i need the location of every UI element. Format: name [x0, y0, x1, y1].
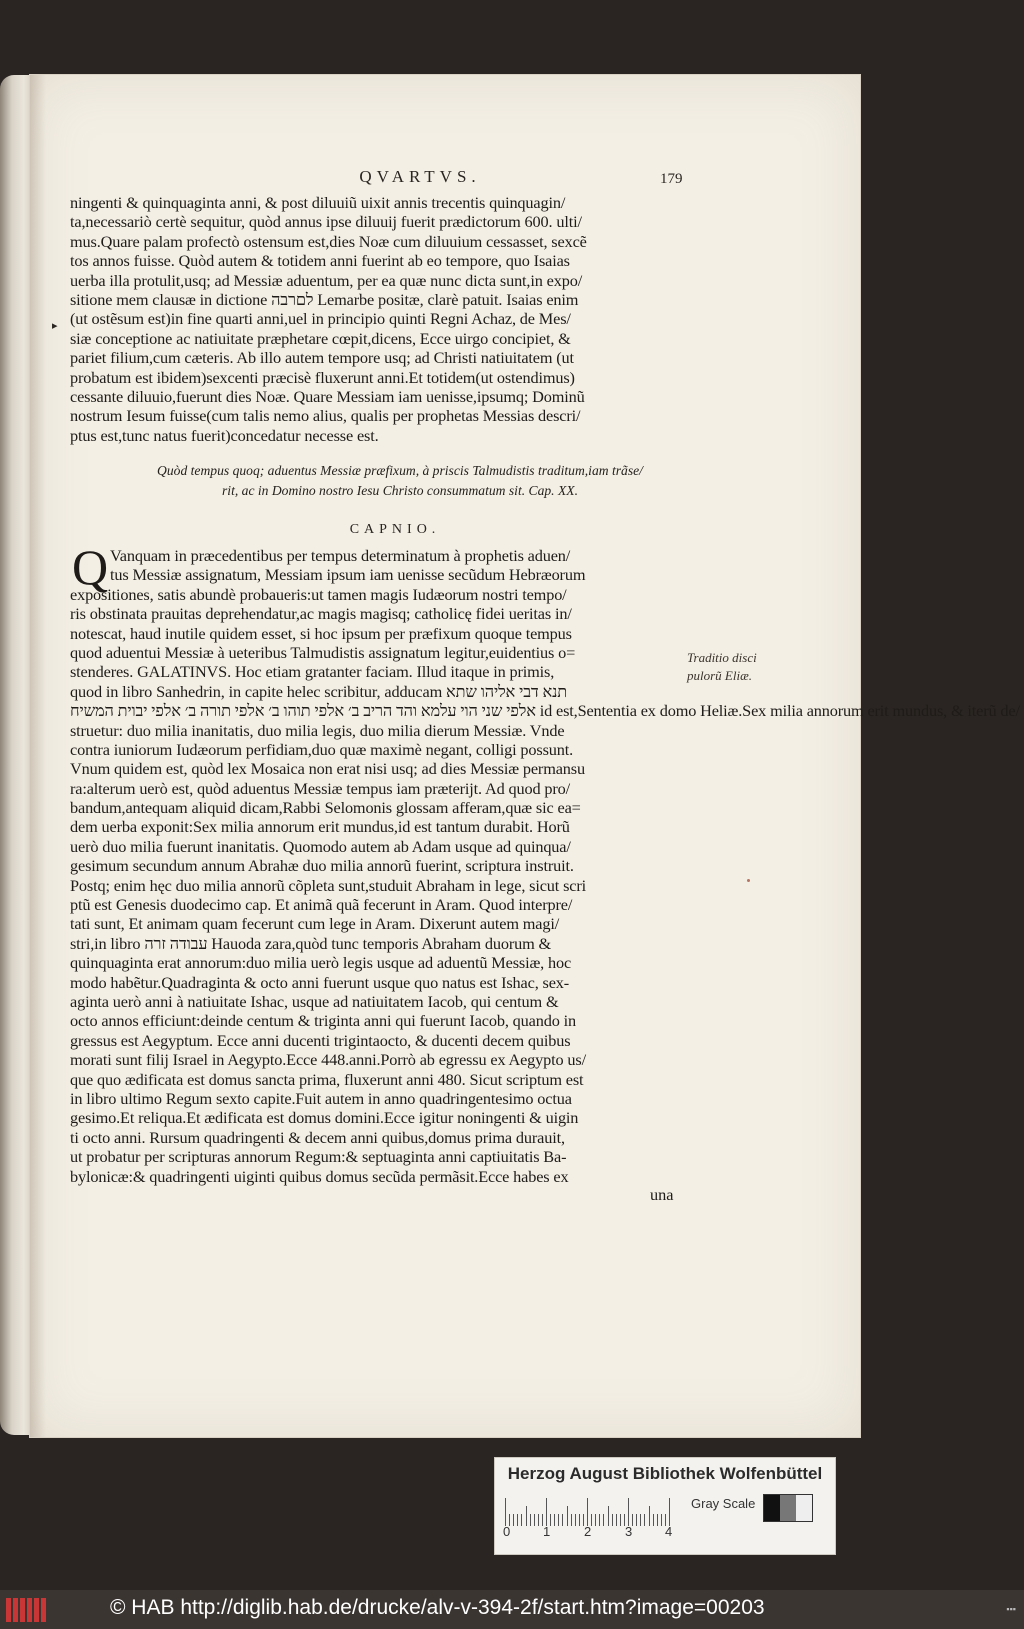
- speaker-label-capnio: CAPNIO.: [349, 522, 441, 537]
- ruler-tick: [579, 1514, 580, 1526]
- chapter-heading-line: rit, ac in Domino nostro Iesu Christo consummatum sit. Cap. XX.: [222, 483, 578, 498]
- footer-bar: [0, 1590, 1024, 1629]
- text-line: ut probatur per scripturas annorum Regum:& septuaginta anni captiuitatis Ba-: [70, 1147, 567, 1167]
- text-line: gesimo.Et reliqua.Et ædificata est domus domini.Ecce igitur noningenti & uigin: [70, 1108, 579, 1128]
- ruler-tick: [599, 1514, 600, 1526]
- ruler-tick: [612, 1514, 613, 1526]
- text-line: in libro ultimo Regum sexto capite.Fuit autem in anno quadringentesimo octua: [70, 1088, 572, 1108]
- text-line: quod aduentui Messiæ à ueteribus Talmudistis assignatum legitur,euidentius o=: [70, 642, 576, 662]
- text-line: ra:alterum uerò est, quòd aduentus Messiæ tempus iam præterijt. Ad quod pro/: [70, 778, 571, 798]
- ink-spot: [747, 879, 750, 882]
- scale-ruler: [505, 1492, 675, 1526]
- ruler-tick: [608, 1506, 609, 1526]
- text-line: tos annos fuisse. Quòd autem & totidem anni fuerint ab eo tempore, quo Isaias: [70, 251, 570, 271]
- ruler-tick: [616, 1514, 617, 1526]
- ruler-tick: [661, 1514, 662, 1526]
- text-line: que quo ædificata est domus sancta prima, fluxerunt anni 480. Sicut scriptum est: [70, 1069, 584, 1089]
- ruler-tick: [657, 1514, 658, 1526]
- ruler-tick: [546, 1498, 547, 1526]
- text-line: probatum est ibidem)sexcenti præcisè fluxerunt anni.Et totidem(ut ostendimus): [70, 367, 575, 387]
- text-line: aginta uerò anni à natiuitate Ishac, usque ad natiuitatem Iacob, qui centum &: [70, 991, 559, 1011]
- book-page: [30, 75, 1020, 1437]
- text-line: ti octo anni. Rursum quadringenti & decem anni quibus,domus prima durauit,: [70, 1127, 565, 1147]
- text-line: bandum,antequam aliquid dicam,Rabbi Selomonis glossam afferam,quæ sic ea=: [70, 798, 581, 818]
- ruler-tick: [538, 1514, 539, 1526]
- text-line: modo habẽtur.Quadraginta & octo anni fuerunt usque quo natus est Ishac, sex-: [70, 972, 570, 992]
- margin-note-line: pulorũ Eliæ.: [687, 668, 753, 683]
- ruler-tick: [620, 1514, 621, 1526]
- text-line: bylonicæ:& quadringenti uiginti quibus domus secũda permãsit.Ecce habes ex: [70, 1166, 569, 1186]
- text-line: tus Messiæ assignatum, Messiam ipsum iam uenisse secũdum Hebræorum: [110, 565, 586, 585]
- text-line: Vanquam in præcedentibus per tempus determinatum à prophetis aduen/: [110, 546, 571, 565]
- text-line: morati sunt filij Israel in Aegypto.Ecce 448.anni.Porrò ab egressu ex Aegypto us/: [70, 1050, 586, 1070]
- text-line: (ut ostẽsum est)in fine quarti anni,uel in principio quinti Regni Achaz, de Mes/: [70, 309, 571, 329]
- text-line: nostrum Iesum fuisse(cum talis nemo alius, qualis per prophetas Messias descri/: [70, 406, 581, 426]
- text-line: mus.Quare palam profectò ostensum est,dies Noæ cum diluuium cessasset, sexcẽ: [70, 231, 587, 251]
- previous-page-edge: [0, 75, 34, 1435]
- text-line: ta,necessariò certè sequitur, quòd annus ipse diluuij fuerit prædictorum 600. ulti/: [70, 212, 582, 232]
- text-line: ptũ est Genesis duodecimo cap. Et animã quã fecerunt in Aram. Quod interpre/: [70, 895, 573, 915]
- margin-pointer-icon: ▸: [52, 320, 58, 332]
- ruler-label: 0: [503, 1524, 511, 1539]
- page-gutter-shadow: [30, 75, 46, 1437]
- text-block-1: [70, 193, 710, 445]
- ruler-tick: [591, 1514, 592, 1526]
- ruler-label: 1: [543, 1524, 551, 1539]
- text-line: ris obstinata prauitas deprehendatur,ac magis magisq; catholicę fidei ueritas in/: [70, 604, 572, 624]
- margin-note: [687, 649, 779, 685]
- text-line: cessante diluuio,fuerunt dies Noæ. Quare Messiam iam uenisse,ipsumq; Dominũ: [70, 386, 585, 406]
- chapter-heading: [120, 461, 680, 501]
- ruler-label: 3: [625, 1524, 633, 1539]
- ruler-tick: [575, 1514, 576, 1526]
- text-line: אלפי שני הוי עלמא והד הריב ב׳ אלפי תוהו ב׳ אלפי תורה ב׳ אלפי יבוית המשיח id est,Sententia ex domo Heliæ.Sex milia annorum erit mundus, & iterũ de/: [70, 701, 1020, 721]
- text-line: stri,in libro עבודה זרה Hauoda zara,quòd tunc temporis Abraham duorum &: [70, 933, 552, 953]
- ruler-tick: [632, 1514, 633, 1526]
- catch-word: una: [650, 1185, 674, 1204]
- running-head: QVARTVS.: [359, 167, 481, 186]
- ruler-tick: [567, 1506, 568, 1526]
- text-line: gressus est Aegyptum. Ecce anni ducenti trigintaocto, & ducenti decem quibus: [70, 1030, 571, 1050]
- text-line: tati sunt, Et animam quam fecerunt cum lege in Aram. Dixerunt autem magi/: [70, 914, 560, 934]
- text-line: struetur: duo milia inanitatis, duo milia legis, duo milia dierum Messiæ. Vnde: [70, 720, 565, 740]
- text-line: uerba illa protulit,usq; ad Messiæ aduentum, per ea quæ nunc dicta sunt,in expo/: [70, 270, 583, 290]
- footer-small-mark: ▪▪▪: [1006, 1604, 1016, 1614]
- ruler-tick: [640, 1514, 641, 1526]
- ruler-tick: [521, 1514, 522, 1526]
- ruler-tick: [628, 1498, 629, 1526]
- text-line: pariet filium,cum cæteris. Ab illo autem tempore usq; ad Christi natiuitatem (ut: [70, 348, 574, 368]
- gray-scale-swatch: [763, 1494, 813, 1522]
- ruler-label: 4: [665, 1524, 673, 1539]
- margin-note-line: Traditio disci: [687, 650, 757, 665]
- text-line: sitione mem clausæ in dictione לםרבה Lemarbe positæ, clarè patuit. Isaias enim: [70, 289, 579, 309]
- color-target-card: [494, 1457, 836, 1555]
- ruler-tick: [513, 1514, 514, 1526]
- ruler-tick: [653, 1514, 654, 1526]
- text-line: quinquaginta erat annorum:duo milia uerò legis usque ad aduentũ Messiæ, hoc: [70, 953, 572, 973]
- text-line: siæ conceptione ac natiuitate præphetare cœpit,dicens, Ecce uirgo concipiet, &: [70, 328, 571, 348]
- ruler-tick: [534, 1514, 535, 1526]
- text-line: uerò duo milia fuerunt inanitatis. Quomodo autem ab Adam usque ad quinqua/: [70, 836, 571, 856]
- page-number: 179: [660, 171, 683, 187]
- chapter-heading-line: Quòd tempus quoq; aduentus Messiæ præfixum, à priscis Talmudistis traditum,iam trãse/: [157, 463, 643, 478]
- drop-cap: Q: [72, 539, 109, 595]
- text-line: gesimum secundum annum Abrahæ duo milia annorũ fuerint, scriptura instruit.: [70, 856, 574, 876]
- ruler-tick: [526, 1506, 527, 1526]
- ruler-tick: [669, 1498, 670, 1526]
- ruler-tick: [562, 1514, 563, 1526]
- text-line: quod in libro Sanhedrin, in capite helec scribitur, adducam תנא דבי אליהו שתא: [70, 681, 568, 701]
- text-line: notescat, haud inutile quidem esset, si hoc ipsum per præfixum quoque tempus: [70, 623, 572, 643]
- gray-scale-label: Gray Scale: [691, 1496, 756, 1511]
- color-target-title: Herzog August Bibliothek Wolfenbüttel: [507, 1464, 823, 1483]
- ruler-label: 2: [584, 1524, 592, 1539]
- footer-copyright-link[interactable]: © HAB http://diglib.hab.de/drucke/alv-v-394-2f/start.htm?image=00203: [110, 1596, 765, 1619]
- text-line: Postq; enim hęc duo milia annorũ cõpleta sunt,studuit Abraham in lege, sicut scri: [70, 875, 586, 895]
- text-line: ptus est,tunc natus fuerit)concedatur necesse est.: [70, 425, 379, 445]
- ruler-tick: [530, 1514, 531, 1526]
- ruler-tick: [550, 1514, 551, 1526]
- text-line: ningenti & quinquaginta anni, & post diluuiũ uixit annis trecentis quinquagin/: [70, 193, 566, 212]
- ruler-tick: [505, 1498, 506, 1526]
- ruler-tick: [517, 1514, 518, 1526]
- text-line: dem uerba exponit:Sex milia annorum erit mundus,id est tantum durabit. Horũ: [70, 817, 570, 837]
- ruler-tick: [595, 1514, 596, 1526]
- ruler-tick: [644, 1514, 645, 1526]
- ruler-tick: [649, 1506, 650, 1526]
- ruler-tick: [587, 1498, 588, 1526]
- ruler-tick: [554, 1514, 555, 1526]
- text-line: Vnum quidem est, quòd lex Mosaica non erat nisi usq; ad dies Messiæ permansu: [70, 759, 585, 779]
- text-line: expositiones, satis abundè probaueris:ut tamen magis Iudæorum nostri tempo/: [70, 584, 567, 604]
- text-line: stenderes. GALATINVS. Hoc etiam gratanter faciam. Illud itaque in primis,: [70, 662, 555, 682]
- text-line: contra iuniorum Iudæorum perfidiam,duo quæ maximè negant, colligi possunt.: [70, 739, 574, 759]
- ruler-tick: [636, 1514, 637, 1526]
- ruler-tick: [603, 1514, 604, 1526]
- ruler-tick: [558, 1514, 559, 1526]
- text-line: octo annos efficiunt:deinde centum & triginta anni qui fuerunt Iacob, quando in: [70, 1011, 576, 1031]
- ruler-tick: [571, 1514, 572, 1526]
- hab-logo-icon: [6, 1598, 46, 1622]
